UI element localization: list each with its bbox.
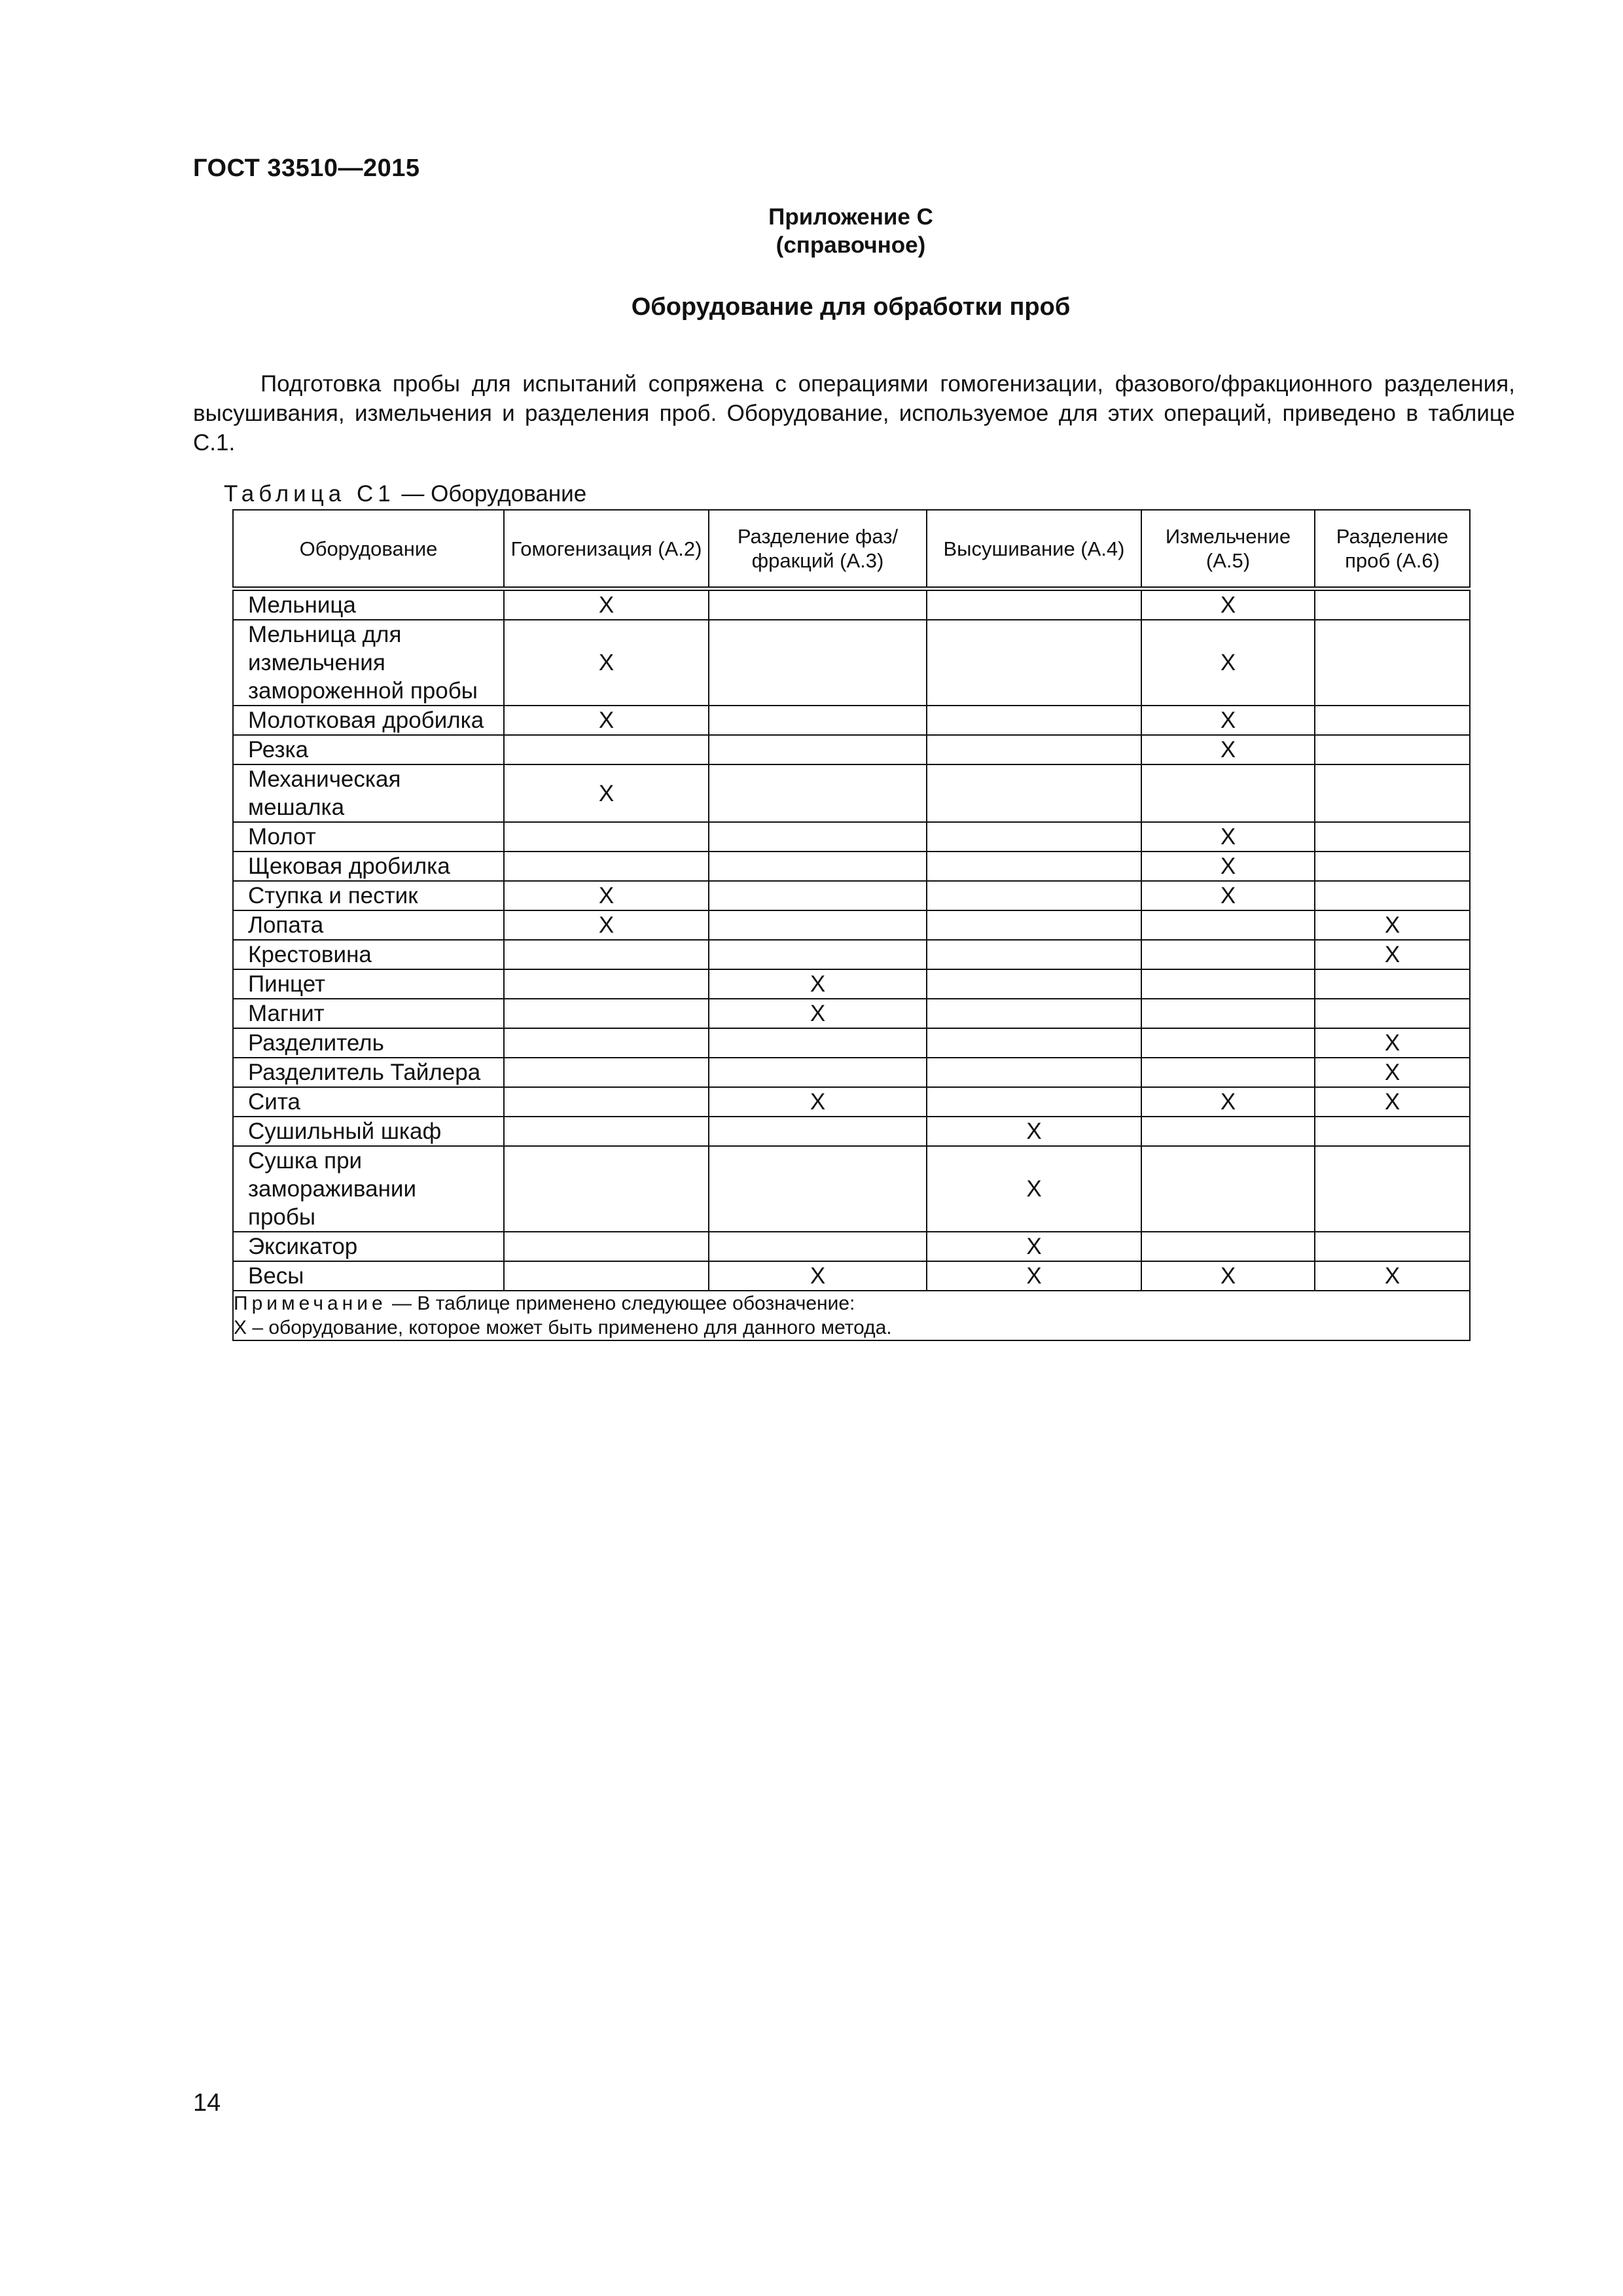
row-equipment-name: Щековая дробилка: [233, 852, 504, 881]
column-header-homogenization: Гомогенизация (А.2): [504, 510, 709, 589]
row-equipment-name: Пинцет: [233, 969, 504, 999]
row-cell: [927, 706, 1141, 735]
row-cell: [504, 822, 709, 852]
table-note-line-1: [234, 1291, 1469, 1316]
row-cell: X: [1141, 735, 1315, 764]
row-cell: [927, 940, 1141, 969]
row-equipment-name: Эксикатор: [233, 1232, 504, 1261]
table-row: [233, 1261, 1470, 1291]
row-cell: [927, 999, 1141, 1028]
equipment-table: [232, 509, 1471, 1341]
row-cell: [504, 1146, 709, 1232]
row-cell: [709, 706, 927, 735]
row-cell: [927, 589, 1141, 620]
row-cell: [1315, 764, 1470, 822]
row-cell: [709, 1117, 927, 1146]
row-cell: [927, 1028, 1141, 1058]
table-row: [233, 1232, 1470, 1261]
row-cell: X: [709, 1261, 927, 1291]
row-cell: [927, 1058, 1141, 1087]
row-equipment-name: Сушка при замораживании пробы: [233, 1146, 504, 1232]
table-note: [233, 1291, 1470, 1340]
row-cell: X: [504, 910, 709, 940]
row-cell: X: [1141, 852, 1315, 881]
annex-type: (справочное): [776, 232, 926, 258]
row-cell: [709, 589, 927, 620]
row-cell: [927, 620, 1141, 706]
row-cell: [504, 969, 709, 999]
row-cell: [1141, 1058, 1315, 1087]
row-cell: [504, 1261, 709, 1291]
row-cell: [1315, 852, 1470, 881]
standard-code: ГОСТ 33510—2015: [193, 154, 420, 182]
row-equipment-name: Мельница для измельчения замороженной пробы: [233, 620, 504, 706]
row-equipment-name: Ступка и пестик: [233, 881, 504, 910]
row-cell: [504, 1058, 709, 1087]
row-cell: X: [1141, 706, 1315, 735]
row-cell: [709, 1146, 927, 1232]
table-caption-label: Таблица С1: [224, 481, 395, 507]
row-equipment-name: Сита: [233, 1087, 504, 1117]
row-cell: X: [1315, 910, 1470, 940]
row-equipment-name: Магнит: [233, 999, 504, 1028]
row-equipment-name: Крестовина: [233, 940, 504, 969]
row-cell: X: [504, 589, 709, 620]
row-cell: X: [1141, 1261, 1315, 1291]
row-cell: [1315, 1117, 1470, 1146]
row-cell: [927, 910, 1141, 940]
row-cell: [1141, 910, 1315, 940]
row-cell: [1141, 1146, 1315, 1232]
row-cell: [709, 940, 927, 969]
table-row: [233, 969, 1470, 999]
row-cell: X: [1315, 1261, 1470, 1291]
table-row: [233, 999, 1470, 1028]
row-equipment-name: Резка: [233, 735, 504, 764]
table-row: [233, 1028, 1470, 1058]
row-cell: [1315, 999, 1470, 1028]
row-cell: X: [927, 1232, 1141, 1261]
row-cell: [927, 969, 1141, 999]
row-cell: [709, 881, 927, 910]
row-cell: [927, 735, 1141, 764]
row-cell: [504, 1087, 709, 1117]
row-cell: [504, 999, 709, 1028]
row-cell: [1141, 940, 1315, 969]
column-header-equipment: Оборудование: [233, 510, 504, 589]
row-cell: X: [927, 1261, 1141, 1291]
column-header-grinding: Измельчение (А.5): [1141, 510, 1315, 589]
row-cell: X: [927, 1146, 1141, 1232]
row-cell: [709, 764, 927, 822]
row-cell: [709, 910, 927, 940]
table-row: [233, 1058, 1470, 1087]
row-cell: [1315, 822, 1470, 852]
page-number: 14: [193, 2089, 221, 2117]
table-note-line-2: X – оборудование, которое может быть применено для данного метода.: [234, 1317, 892, 1338]
row-cell: [927, 881, 1141, 910]
table-row: [233, 764, 1470, 822]
row-cell: X: [1141, 881, 1315, 910]
row-cell: X: [709, 969, 927, 999]
row-equipment-name: Механическая мешалка: [233, 764, 504, 822]
row-cell: [504, 1117, 709, 1146]
row-equipment-name: Лопата: [233, 910, 504, 940]
row-cell: [709, 822, 927, 852]
table-note-text: — В таблице применено следующее обозначение:: [386, 1293, 855, 1314]
row-cell: [504, 1028, 709, 1058]
table-row: [233, 852, 1470, 881]
column-header-sample-division: Разделение проб (А.6): [1315, 510, 1470, 589]
row-cell: [504, 1232, 709, 1261]
row-cell: [709, 852, 927, 881]
table-row: [233, 1087, 1470, 1117]
table-row: [233, 1117, 1470, 1146]
row-equipment-name: Мельница: [233, 589, 504, 620]
annex-title: Приложение С: [768, 204, 933, 230]
row-cell: [1315, 1146, 1470, 1232]
table-row: [233, 589, 1470, 620]
row-cell: X: [1315, 1087, 1470, 1117]
table-row: [233, 940, 1470, 969]
table-row: [233, 822, 1470, 852]
row-cell: [504, 735, 709, 764]
column-header-phase-separation: Разделение фаз/ фракций (А.3): [709, 510, 927, 589]
row-equipment-name: Молотковая дробилка: [233, 706, 504, 735]
row-cell: X: [1315, 1028, 1470, 1058]
row-cell: X: [504, 706, 709, 735]
table-row: [233, 910, 1470, 940]
row-cell: [1315, 881, 1470, 910]
row-cell: [709, 620, 927, 706]
row-cell: [1315, 706, 1470, 735]
table-row: [233, 881, 1470, 910]
row-cell: [1315, 1232, 1470, 1261]
table-note-row: [233, 1291, 1470, 1340]
intro-paragraph: Подготовка пробы для испытаний сопряжена с операциями гомогенизации, фазового/фракционного разделения, высушивания, измельчения и разделения проб. Оборудование, используемое для этих операций, приведено в таблице С.1.: [193, 371, 1515, 456]
row-cell: [1141, 969, 1315, 999]
row-cell: X: [504, 881, 709, 910]
row-cell: [927, 852, 1141, 881]
row-equipment-name: Сушильный шкаф: [233, 1117, 504, 1146]
table-row: [233, 706, 1470, 735]
row-cell: [709, 1058, 927, 1087]
row-cell: [1141, 1232, 1315, 1261]
row-cell: [1141, 764, 1315, 822]
row-cell: X: [1141, 822, 1315, 852]
row-cell: X: [1141, 620, 1315, 706]
table-row: [233, 1146, 1470, 1232]
row-cell: [504, 940, 709, 969]
table-row: [233, 735, 1470, 764]
row-cell: X: [1141, 1087, 1315, 1117]
row-equipment-name: Молот: [233, 822, 504, 852]
row-cell: X: [504, 764, 709, 822]
row-cell: [1315, 969, 1470, 999]
row-cell: [1141, 999, 1315, 1028]
column-header-drying: Высушивание (А.4): [927, 510, 1141, 589]
row-equipment-name: Весы: [233, 1261, 504, 1291]
table-caption: [224, 481, 586, 507]
row-equipment-name: Разделитель: [233, 1028, 504, 1058]
table-caption-text: — Оборудование: [395, 481, 587, 507]
row-cell: [1141, 1028, 1315, 1058]
row-cell: X: [1315, 940, 1470, 969]
row-cell: [709, 1232, 927, 1261]
row-cell: [1315, 620, 1470, 706]
row-cell: X: [709, 999, 927, 1028]
table-header-row: [233, 510, 1470, 589]
row-cell: [709, 735, 927, 764]
row-cell: [1315, 589, 1470, 620]
row-cell: [927, 822, 1141, 852]
row-cell: X: [504, 620, 709, 706]
table-note-label: Примечание: [234, 1293, 387, 1314]
row-cell: [927, 1087, 1141, 1117]
row-equipment-name: Разделитель Тайлера: [233, 1058, 504, 1087]
row-cell: X: [1315, 1058, 1470, 1087]
row-cell: [927, 764, 1141, 822]
section-title: Оборудование для обработки проб: [631, 293, 1071, 321]
row-cell: X: [1141, 589, 1315, 620]
row-cell: [1141, 1117, 1315, 1146]
table-row: [233, 620, 1470, 706]
row-cell: X: [927, 1117, 1141, 1146]
row-cell: [709, 1028, 927, 1058]
row-cell: X: [709, 1087, 927, 1117]
row-cell: [1315, 735, 1470, 764]
row-cell: [504, 852, 709, 881]
